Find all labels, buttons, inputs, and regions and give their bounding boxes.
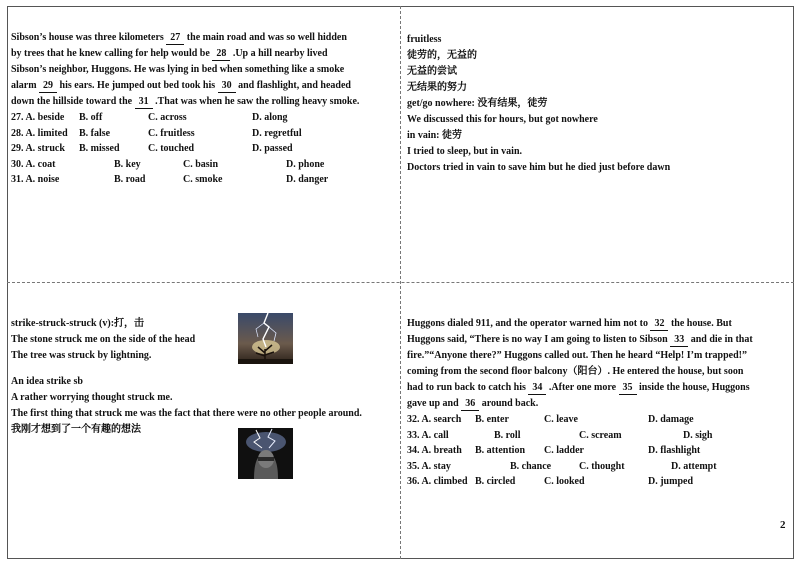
option-a[interactable]: 30. A. coat [11, 158, 56, 170]
option-a[interactable]: 34. A. breath [407, 445, 462, 456]
option-a[interactable]: 28. A. limited [11, 127, 68, 139]
passage-line: gave up and 36 around back. [407, 398, 539, 409]
option-row-28 [11, 126, 395, 142]
option-row-31 [11, 172, 395, 188]
blank-29[interactable]: 29 [39, 80, 57, 93]
option-row-29 [11, 141, 395, 157]
option-row-36 [407, 474, 793, 490]
option-a[interactable]: 32. A. search [407, 414, 462, 425]
vocab-word: strike-struck-struck (v):打，击 [11, 318, 145, 329]
passage-line: coming from the second floor balcony（阳台）. He entered the house, but soon [407, 366, 744, 377]
option-row-32 [407, 412, 793, 428]
blank-28[interactable]: 28 [212, 48, 230, 61]
option-row-30 [11, 157, 395, 173]
lightning-tree-image [238, 313, 293, 364]
option-a[interactable]: 36. A. climbed [407, 476, 468, 487]
panel-top-right [407, 32, 792, 176]
option-b[interactable]: B. off [79, 112, 103, 123]
option-d[interactable]: D. jumped [648, 476, 694, 487]
panel-top-left [11, 30, 395, 188]
vocab-phrase: 无结果的努力 [407, 82, 467, 93]
option-c[interactable]: C. smoke [183, 174, 223, 185]
passage-line: had to run back to catch his 34 .After one more 35 inside the house, Huggons [407, 382, 750, 393]
options-1 [11, 110, 395, 188]
vocab-phrase: An idea strike sb [11, 376, 83, 387]
option-row-27 [11, 110, 395, 126]
option-c[interactable]: C. basin [183, 158, 219, 170]
page-number: 2 [780, 519, 786, 531]
cloze-passage-2 [407, 316, 793, 412]
vocab-example: The tree was struck by lightning. [11, 350, 152, 361]
vocab-word: get/go nowhere: 没有结果，徒劳 [407, 98, 548, 109]
option-d[interactable]: D. phone [286, 158, 325, 170]
vocab-example: A rather worrying thought struck me. [11, 392, 173, 403]
horizontal-divider [7, 282, 794, 283]
option-c[interactable]: C. across [148, 112, 187, 123]
passage-line: Sibson’s neighbor, Huggons. He was lying in bed when something like a smoke [11, 64, 345, 75]
option-c[interactable]: C. thought [579, 460, 625, 472]
passage-line: Huggons dialed 911, and the operator warned him not to 32 the house. But [407, 318, 732, 329]
vocab-example: We discussed this for hours, but got nowhere [407, 114, 598, 125]
option-row-33 [407, 428, 793, 444]
option-c[interactable]: C. ladder [544, 445, 584, 456]
option-d[interactable]: D. flashlight [648, 445, 701, 456]
option-a[interactable]: 27. A. beside [11, 112, 65, 123]
vocab-example: The first thing that struck me was the fact that there were no other people around. [11, 408, 362, 419]
option-a[interactable]: 33. A. call [407, 429, 449, 441]
option-c[interactable]: C. leave [544, 414, 578, 425]
vocab-example: The stone struck me on the side of the head [11, 334, 196, 345]
option-b[interactable]: B. enter [475, 414, 509, 425]
passage-line: alarm 29 his ears. He jumped out bed took his 30 and flashlight, and headed [11, 80, 351, 91]
blank-31[interactable]: 31 [135, 96, 153, 109]
blank-36[interactable]: 36 [461, 398, 479, 411]
panel-bottom-right [407, 316, 793, 490]
option-row-34 [407, 443, 793, 459]
blank-27[interactable]: 27 [166, 32, 184, 45]
option-b[interactable]: B. false [79, 127, 111, 139]
vocab-example: I tried to sleep, but in vain. [407, 146, 523, 157]
option-b[interactable]: B. attention [475, 445, 525, 456]
option-b[interactable]: B. key [114, 158, 141, 170]
option-d[interactable]: D. danger [286, 174, 329, 185]
option-b[interactable]: B. missed [79, 143, 120, 154]
blank-35[interactable]: 35 [619, 382, 637, 395]
option-a[interactable]: 31. A. noise [11, 174, 60, 185]
option-b[interactable]: B. road [114, 174, 146, 185]
option-d[interactable]: D. regretful [252, 127, 302, 139]
option-b[interactable]: B. roll [494, 429, 521, 441]
passage-line: down the hillside toward the 31 .That was when he saw the rolling heavy smoke. [11, 96, 360, 107]
option-b[interactable]: B. chance [510, 460, 552, 472]
option-c[interactable]: C. touched [148, 143, 195, 154]
option-b[interactable]: B. circled [475, 476, 516, 487]
option-d[interactable]: D. along [252, 112, 288, 123]
vocab-word: fruitless [407, 34, 442, 45]
option-d[interactable]: D. sigh [683, 429, 713, 441]
blank-30[interactable]: 30 [218, 80, 236, 93]
option-c[interactable]: C. scream [579, 429, 622, 441]
option-c[interactable]: C. looked [544, 476, 585, 487]
passage-line: fire.”“Anyone there?” Huggons called out. Then he heard “Help! I’m trapped!” [407, 350, 748, 361]
vocab-example: Doctors tried in vain to save him but he died just before dawn [407, 162, 671, 173]
vocab-word: in vain: 徒劳 [407, 130, 463, 141]
cloze-passage-1 [11, 30, 395, 110]
blank-33[interactable]: 33 [670, 334, 688, 347]
blank-32[interactable]: 32 [650, 318, 668, 331]
option-d[interactable]: D. damage [648, 414, 694, 425]
passage-line: Sibson’s house was three kilometers 27 the main road and was so well hidden [11, 32, 347, 43]
options-2 [407, 412, 793, 490]
option-a[interactable]: 29. A. struck [11, 143, 65, 154]
option-c[interactable]: C. fruitless [148, 127, 195, 139]
option-a[interactable]: 35. A. stay [407, 460, 451, 472]
passage-line: by trees that he knew calling for help would be 28 .Up a hill nearby lived [11, 48, 328, 59]
vocab-phrase: 无益的尝试 [407, 66, 457, 77]
passage-line: Huggons said, “There is no way I am going to listen to Sibson 33 and die in that [407, 334, 753, 345]
option-d[interactable]: D. passed [252, 143, 293, 154]
vocab-translation: 我刚才想到了一个有趣的想法 [11, 424, 141, 435]
option-row-35 [407, 459, 793, 475]
idea-lightning-head-image [238, 428, 293, 479]
option-d[interactable]: D. attempt [671, 460, 717, 472]
blank-34[interactable]: 34 [528, 382, 546, 395]
vocab-definition: 徒劳的，无益的 [407, 50, 477, 61]
panel-bottom-left [11, 316, 396, 438]
